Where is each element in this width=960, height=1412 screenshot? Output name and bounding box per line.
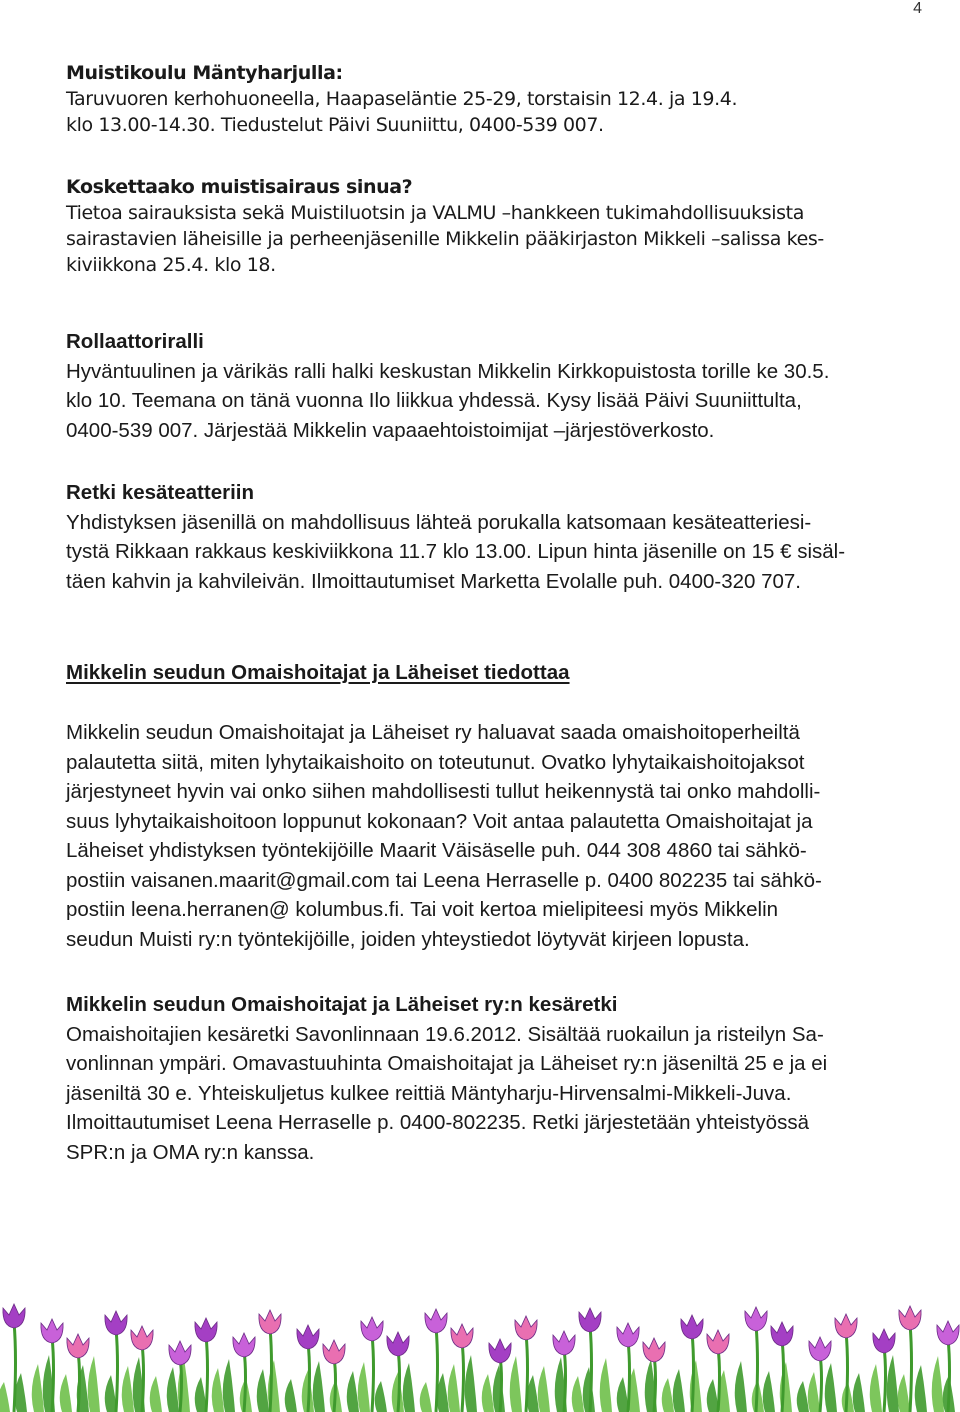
text-line: postiin leena.herranen@ kolumbus.fi. Tai voit kertoa mielipiteesi myös Mikkelin: [66, 898, 779, 921]
text-line: vonlinnan ympäri. Omavastuuhinta Omaishoitajat ja Läheiset ry:n jäseniltä 25 e ja ei: [66, 1052, 828, 1075]
text-line: kiviikkona 25.4. klo 18.: [66, 254, 276, 276]
text-line: sairastavien läheisille ja perheenjäsenille Mikkelin pääkirjaston Mikkeli –salissa kes-: [66, 228, 824, 250]
text-line: Hyväntuulinen ja värikäs ralli halki keskustan Mikkelin Kirkkopuistosta torille ke 30.5.: [66, 359, 830, 383]
text-line: jäseniltä 30 e. Yhteiskuljetus kulkee reittiä Mäntyharju-Hirvensalmi-Mikkeli-Juva.: [66, 1081, 792, 1105]
text-line: Omaishoitajien kesäretki Savonlinnaan 19.6.2012. Sisältää ruokailun ja risteilyn Sa-: [66, 1022, 824, 1046]
text-line: postiin vaisanen.maarit@gmail.com tai Leena Herraselle p. 0400 802235 tai sähkö-: [66, 868, 822, 892]
text-line: 0400-539 007. Järjestää Mikkelin vapaaehtoistoimijat –järjestöverkosto.: [66, 418, 715, 442]
section-kesateatteri: [66, 478, 916, 596]
section-kesaretki: [66, 990, 916, 1167]
text-line: seudun Muisti ry:n työntekijöille, joiden yhteystiedot löytyvät kirjeen lopusta.: [66, 927, 750, 951]
text-line: klo 13.00-14.30. Tiedustelut Päivi Suuniittu, 0400-539 007.: [66, 114, 604, 136]
text-line: klo 10. Teemana on tänä vuonna Ilo liikkua yhdessä. Kysy lisää Päivi Suuniittulta,: [66, 389, 802, 412]
section-rollaattoriralli: [66, 327, 916, 445]
heading-muistikoulu: Muistikoulu Mäntyharjulla:: [66, 62, 343, 84]
heading-kesaretki: Mikkelin seudun Omaishoitajat ja Läheiset ry:n kesäretki: [66, 993, 618, 1016]
heading-koskettaako: Koskettaako muistisairaus sinua?: [66, 176, 413, 198]
text-line: Läheiset yhdistyksen työntekijöille Maarit Väisäselle puh. 044 308 4860 tai sähkö-: [66, 839, 807, 862]
text-line: SPR:n ja OMA ry:n kanssa.: [66, 1140, 315, 1164]
text-line: Taruvuoren kerhohuoneella, Haapaseläntie 25-29, torstaisin 12.4. ja 19.4.: [66, 88, 738, 110]
section-muistikoulu: [66, 60, 916, 138]
section-tiedottaa-body: [66, 718, 916, 954]
section-koskettaako: [66, 174, 916, 278]
text-line: Ilmoittautumiset Leena Herraselle p. 0400-802235. Retki järjestetään yhteistyössä: [66, 1111, 809, 1134]
text-line: täen kahvin ja kahvileivän. Ilmoittautumiset Marketta Evolalle puh. 0400-320 707.: [66, 569, 802, 593]
text-line: järjestyneet hyvin vai onko siihen mahdollisesti tullut heikennystä tai onko mahdolli-: [66, 780, 821, 803]
text-line: Tietoa sairauksista sekä Muistiluotsin ja VALMU –hankkeen tukimahdollisuuksista: [66, 202, 804, 224]
heading-kesateatteri: Retki kesäteatteriin: [66, 481, 255, 504]
heading-tiedottaa: Mikkelin seudun Omaishoitajat ja Läheiset tiedottaa: [66, 661, 570, 684]
text-line: Yhdistyksen jäsenillä on mahdollisuus lähteä porukalla katsomaan kesäteatteriesi-: [66, 510, 812, 534]
page-number: 4: [913, 0, 922, 17]
text-line: suus lyhytaikaishoitoon loppunut kokonaan? Voit antaa palautetta Omaishoitajat ja: [66, 809, 813, 833]
section-tiedottaa: [66, 658, 916, 688]
heading-rollaattoriralli: Rollaattoriralli: [66, 330, 204, 353]
text-line: palautetta siitä, miten lyhytaikaishoito on toteutunut. Ovatko lyhytaikaishoitojaksot: [66, 750, 805, 774]
text-line: tystä Rikkaan rakkaus keskiviikkona 11.7 klo 13.00. Lipun hinta jäsenille on 15 € sisäl-: [66, 540, 846, 563]
tulip-border-icon: [0, 1292, 960, 1412]
text-line: Mikkelin seudun Omaishoitajat ja Läheiset ry haluavat saada omaishoitoperheiltä: [66, 721, 800, 744]
